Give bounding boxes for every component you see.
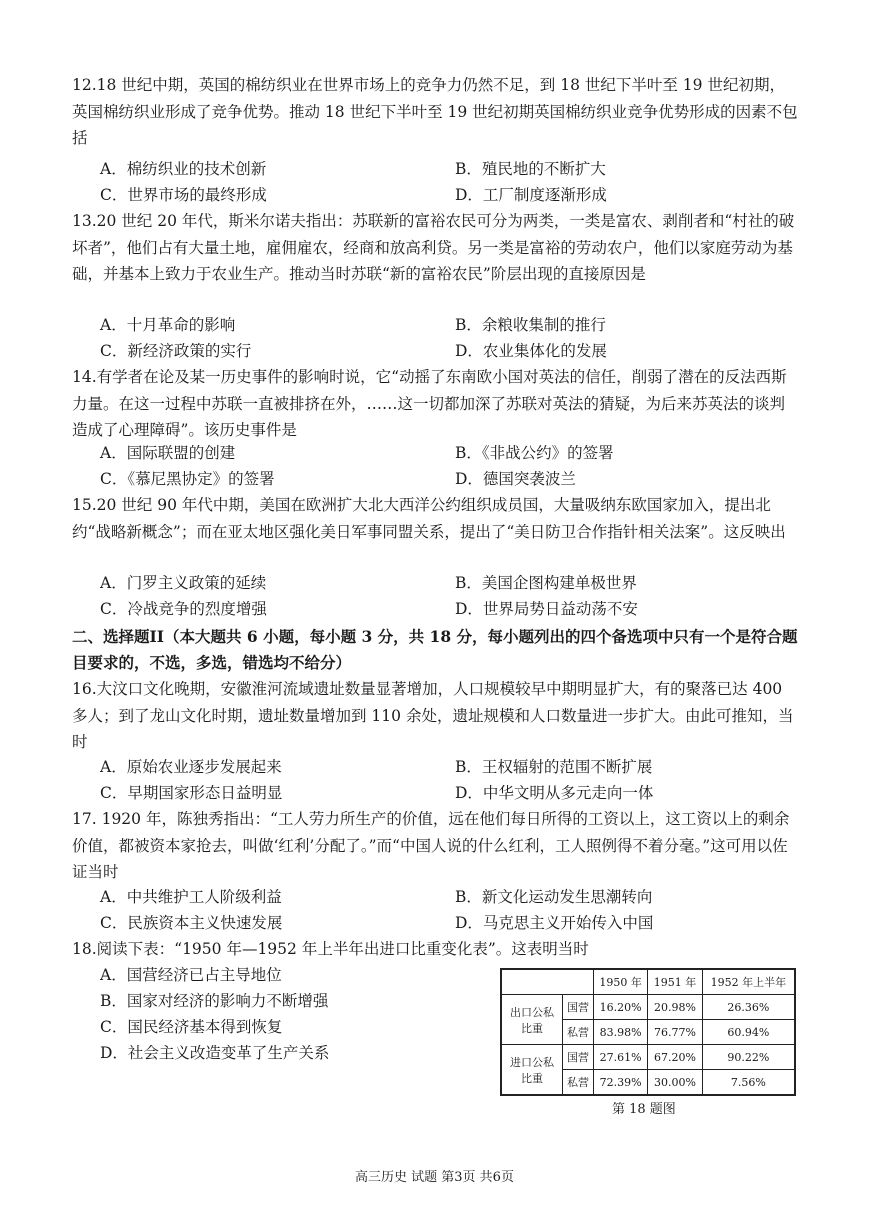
export-label-line-2: 比重: [521, 1021, 543, 1035]
import-label-line-1: 进口公私: [510, 1055, 554, 1069]
table-cell: 76.77%: [648, 1020, 702, 1045]
table-header-cell: 1951 年: [648, 969, 702, 995]
question-15-stem: 15.20 世纪 90 年代中期，美国在欧洲扩大北大西洋公约组织成员国，大量吸纳东欧国家加入，提出北约“战略新概念”；而在亚太地区强化美日军事同盟关系，提出了“美日防卫合作指针相关法案”。这反映出: [72, 496, 786, 541]
question-17-option-b: B．新文化运动发生思潮转向: [455, 888, 653, 906]
state-owned-label: 国营: [563, 995, 594, 1020]
question-17-stem: 17. 1920 年，陈独秀指出：“工人劳力所生产的价值，远在他们每日所得的工资以上，这工资以上的剩余价值，都被资本家抢去，叫做‘红利’分配了。”而“中国人说的什么红利，工人照例得不着分毫。”这可用以佐证当时: [72, 810, 790, 881]
export-row-label: [501, 995, 563, 1045]
import-export-ratio-table: [500, 968, 796, 1096]
table-header-cell: 1952 年上半年: [702, 969, 795, 995]
table-cell: 60.94%: [702, 1020, 795, 1045]
question-15-option-b: B．美国企图构建单极世界: [455, 574, 637, 592]
question-18-stem: 18.阅读下表：“1950 年—1952 年上半年出进口比重变化表”。这表明当时: [72, 940, 589, 958]
question-15-option-a: A．门罗主义政策的延续: [100, 574, 267, 592]
import-row-label: [501, 1045, 563, 1096]
question-14-option-c: C．《慕尼黑协定》的签署: [100, 470, 275, 488]
question-13-option-d: D．农业集体化的发展: [455, 342, 607, 360]
question-13-option-a: A．十月革命的影响: [100, 316, 236, 334]
table-header-row: [501, 969, 795, 995]
table-row: [501, 995, 795, 1020]
question-18-option-b: B．国家对经济的影响力不断增强: [100, 992, 329, 1010]
export-label-line-1: 出口公私: [510, 1005, 554, 1019]
question-15-option-d: D．世界局势日益动荡不安: [455, 600, 638, 618]
question-12-option-b: B．殖民地的不断扩大: [455, 160, 606, 178]
table-cell: 16.20%: [593, 995, 647, 1020]
question-14-option-d: D．德国突袭波兰: [455, 470, 576, 488]
question-14-stem: 14.有学者在论及某一历史事件的影响时说，它“动摇了东南欧小国对英法的信任，削弱了潜在的反法西斯力量。在这一过程中苏联一直被排挤在外，……这一切都加深了苏联对英法的猜疑，为后来苏英法的谈判造成了心理障碍”。该历史事件是: [72, 368, 787, 439]
table-corner-cell: [501, 969, 593, 995]
private-label: 私营: [563, 1020, 594, 1045]
question-18-option-c: C．国民经济基本得到恢复: [100, 1018, 283, 1036]
state-owned-label: 国营: [563, 1045, 594, 1070]
question-18-option-a: A．国营经济已占主导地位: [100, 966, 282, 984]
question-12-option-d: D．工厂制度逐渐形成: [455, 186, 607, 204]
table-cell: 67.20%: [648, 1045, 702, 1070]
private-label: 私营: [563, 1070, 594, 1096]
question-12-option-c: C．世界市场的最终形成: [100, 186, 267, 204]
question-17-option-a: A．中共维护工人阶级利益: [100, 888, 282, 906]
page-footer: 高三历史 试题 第3页 共6页: [355, 1170, 514, 1185]
question-13-option-c: C．新经济政策的实行: [100, 342, 252, 360]
table-cell: 20.98%: [648, 995, 702, 1020]
question-16-option-d: D．中华文明从多元走向一体: [455, 784, 654, 802]
question-13-stem: 13.20 世纪 20 年代，斯米尔诺夫指出：苏联新的富裕农民可分为两类，一类是富农、剥削者和“村社的破坏者”，他们占有大量土地，雇佣雇农，经商和放高利贷。另一类是富裕的劳动农户，他们以家庭劳动为基础，并基本上致力于农业生产。推动当时苏联“新的富裕农民”阶层出现的直接原因是: [72, 212, 795, 283]
question-17-option-d: D．马克思主义开始传入中国: [455, 914, 654, 932]
question-14-option-b: B．《非战公约》的签署: [455, 444, 614, 462]
table-cell: 90.22%: [702, 1045, 795, 1070]
figure-caption: 第 18 题图: [612, 1102, 676, 1117]
table-cell: 83.98%: [593, 1020, 647, 1045]
table-header-cell: 1950 年: [593, 969, 647, 995]
question-16-option-b: B．王权辐射的范围不断扩展: [455, 758, 653, 776]
table-row: [501, 1045, 795, 1070]
table-cell: 30.00%: [648, 1070, 702, 1096]
question-16-option-a: A．原始农业逐步发展起来: [100, 758, 282, 776]
question-13-option-b: B．余粮收集制的推行: [455, 316, 606, 334]
table-cell: 72.39%: [593, 1070, 647, 1096]
table-cell: 26.36%: [702, 995, 795, 1020]
table-cell: 27.61%: [593, 1045, 647, 1070]
question-12-option-a: A．棉纺织业的技术创新: [100, 160, 267, 178]
question-15-option-c: C．冷战竞争的烈度增强: [100, 600, 267, 618]
import-label-line-2: 比重: [521, 1071, 543, 1085]
question-12-stem: 12.18 世纪中期，英国的棉纺织业在世界市场上的竞争力仍然不足，到 18 世纪下半叶至 19 世纪初期，英国棉纺织业形成了竞争优势。推动 18 世纪下半叶至 19 世纪初期英国棉纺织业竞争优势形成的因素不包括: [72, 76, 798, 147]
question-16-stem: 16.大汶口文化晚期，安徽淮河流域遗址数量显著增加，人口规模较早中期明显扩大，有的聚落已达 400 多人；到了龙山文化时期，遗址数量增加到 110 余处，遗址规模和人口数量进一步扩大。由此可推知，当时: [72, 680, 794, 751]
question-14-option-a: A．国际联盟的创建: [100, 444, 236, 462]
section-2-heading: 二、选择题II（本大题共 6 小题，每小题 3 分，共 18 分，每小题列出的四个备选项中只有一个是符合题目要求的，不选，多选，错选均不给分）: [72, 627, 798, 672]
question-16-option-c: C．早期国家形态日益明显: [100, 784, 283, 802]
question-18-option-d: D．社会主义改造变革了生产关系: [100, 1044, 330, 1062]
question-17-option-c: C．民族资本主义快速发展: [100, 914, 283, 932]
table-cell: 7.56%: [702, 1070, 795, 1096]
